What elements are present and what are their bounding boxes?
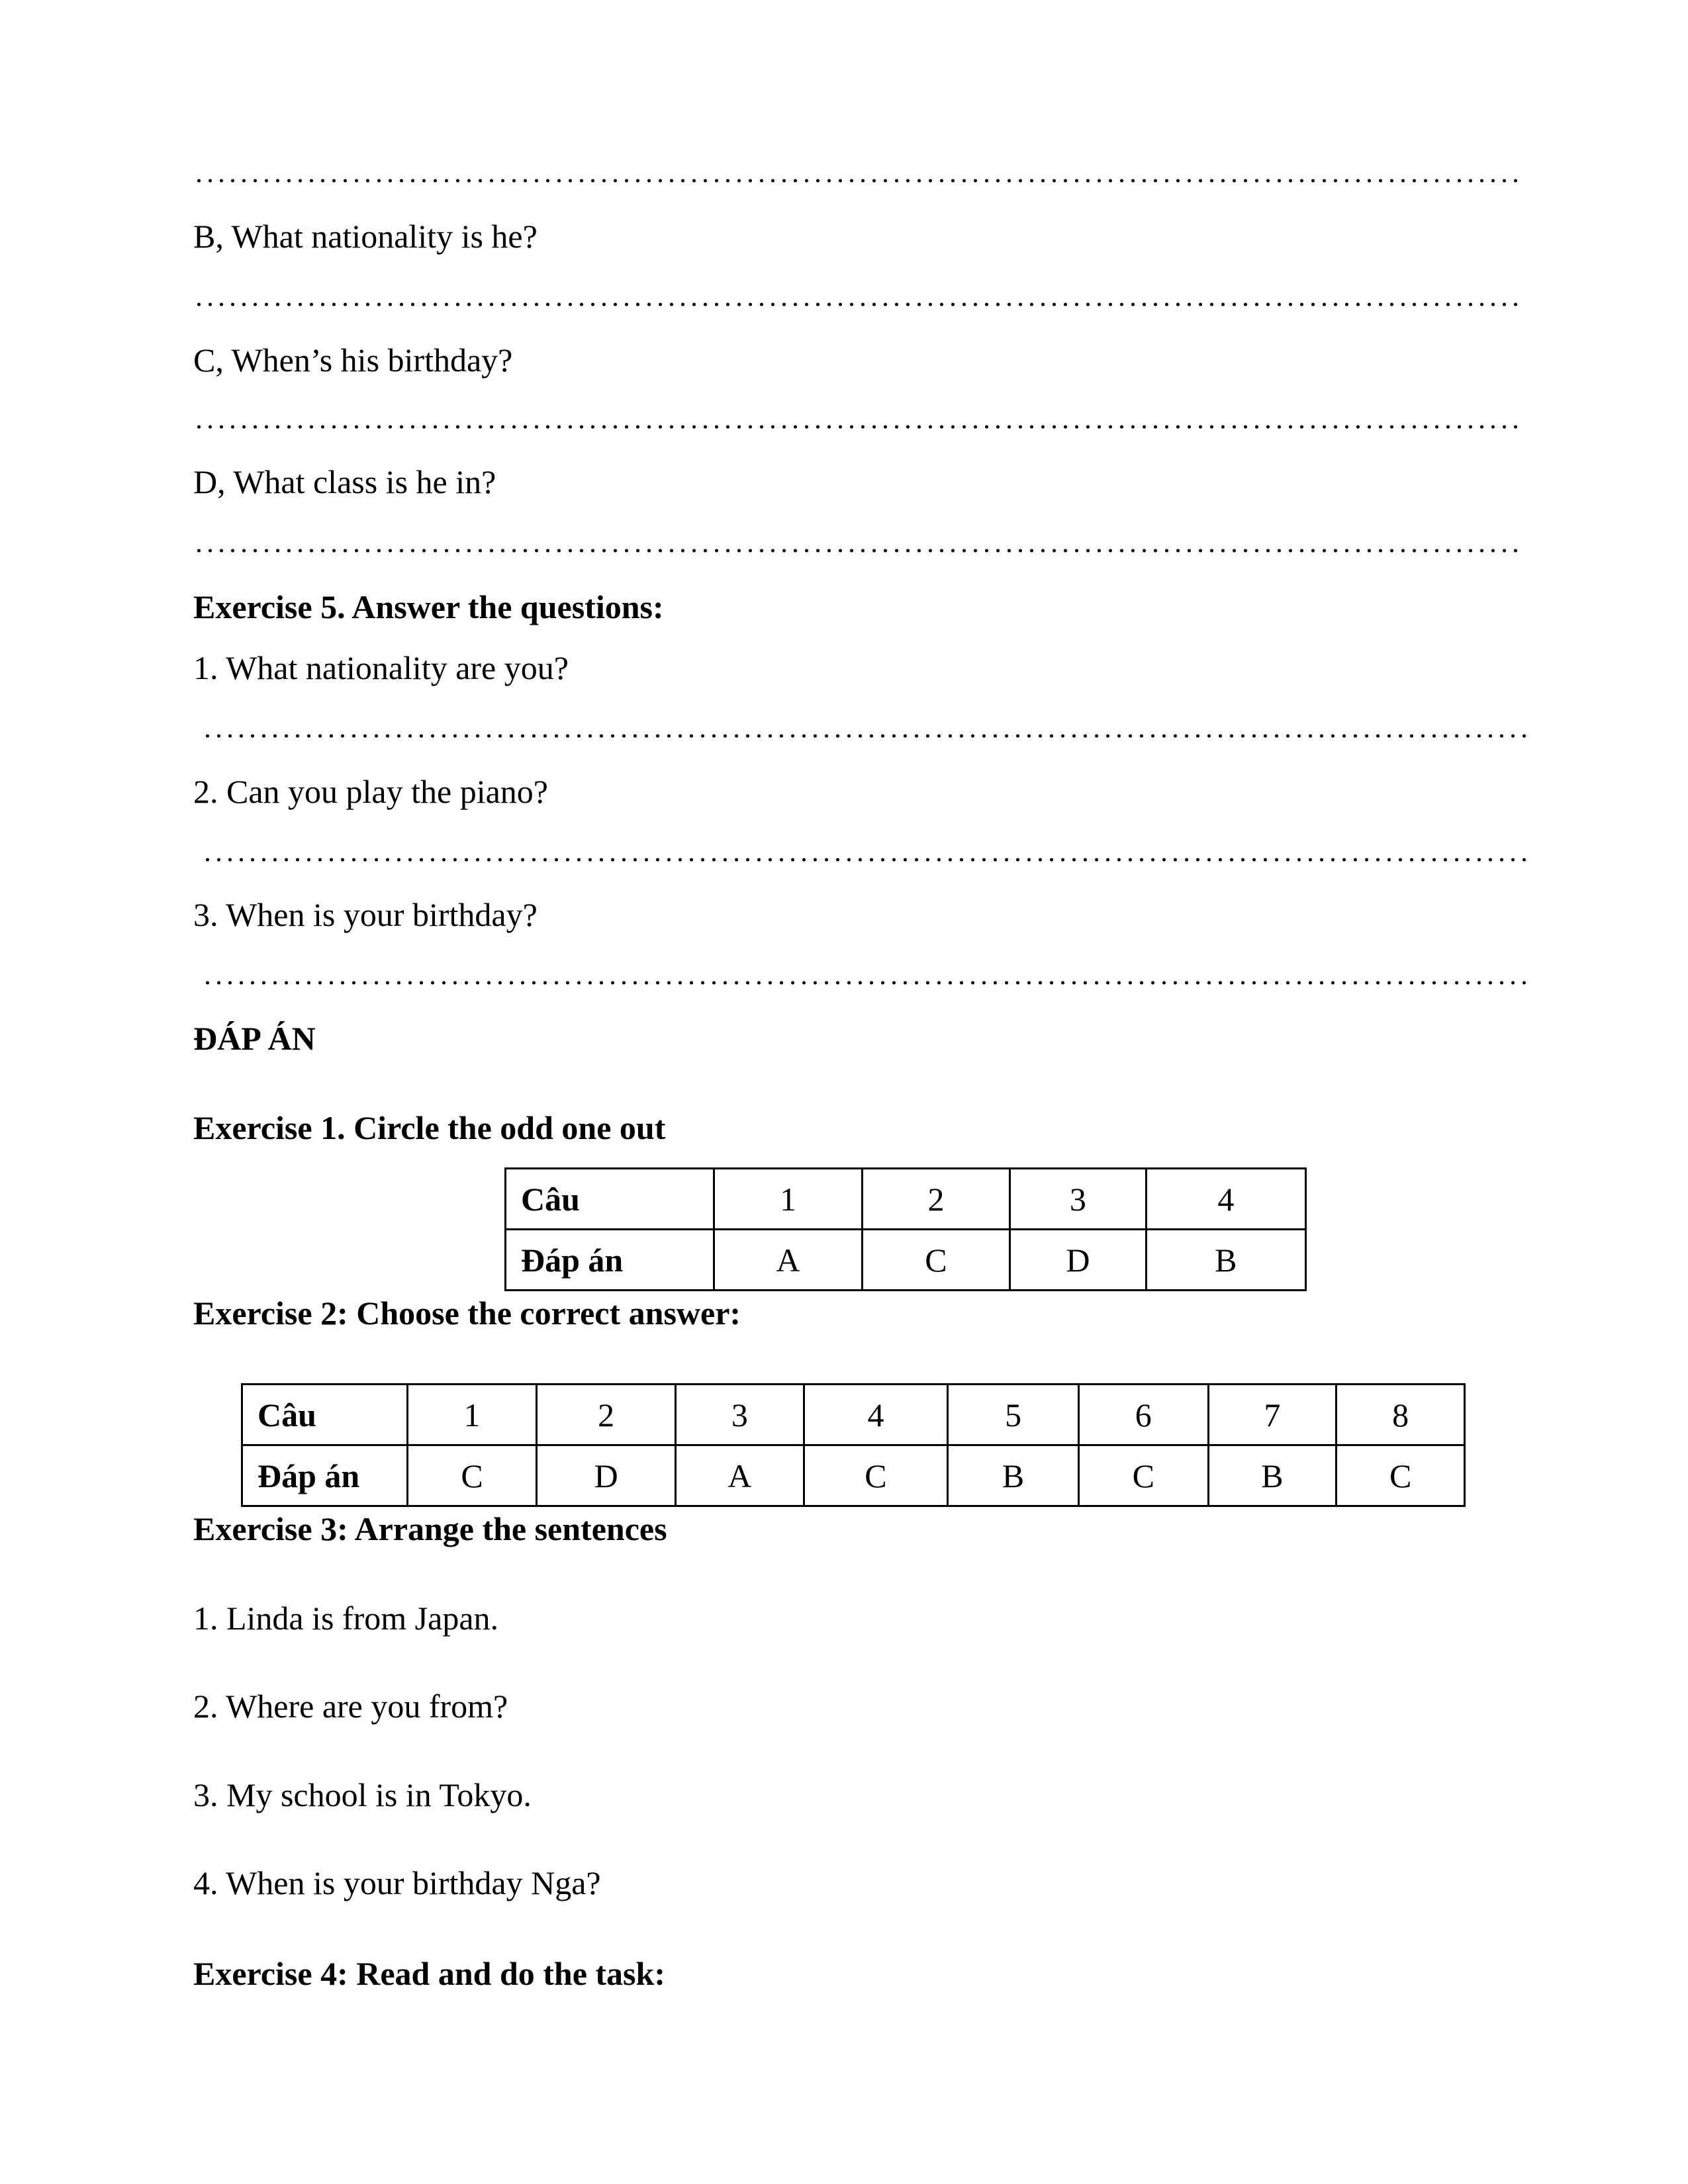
table-row [242, 1445, 1465, 1506]
answer-cell: C [407, 1445, 537, 1506]
answer-cell: D [1010, 1230, 1146, 1291]
exercise5-title: Exercise 5. Answer the questions: [193, 588, 664, 625]
question-number: 2 [537, 1385, 676, 1445]
answer-cell: A [714, 1230, 862, 1291]
answer-cell: B [1146, 1230, 1305, 1291]
answer-cell: B [948, 1445, 1079, 1506]
exercise2-answer-table [241, 1383, 1466, 1507]
question-number: 3 [1010, 1169, 1146, 1230]
answer-line[interactable] [193, 547, 1517, 554]
answer-line[interactable] [202, 733, 1526, 739]
answer-line[interactable] [202, 856, 1526, 863]
answer-cell: A [676, 1445, 804, 1506]
question-b: B, What nationality is he? [193, 218, 538, 255]
answer-line[interactable] [193, 177, 1517, 184]
table-row [242, 1385, 1465, 1445]
table-row [506, 1230, 1306, 1291]
row-label: Đáp án [506, 1230, 714, 1291]
exercise3-sentence-4: 4. When is your birthday Nga? [193, 1864, 601, 1901]
exercise4-title: Exercise 4: Read and do the task: [193, 1955, 665, 1992]
exercise2-title: Exercise 2: Choose the correct answer: [193, 1295, 741, 1332]
question-number: 8 [1336, 1385, 1465, 1445]
exercise5-question-1: 1. What nationality are you? [193, 649, 569, 686]
question-c: C, When’s his birthday? [193, 341, 513, 379]
question-number: 3 [676, 1385, 804, 1445]
exercise3-sentence-1: 1. Linda is from Japan. [193, 1600, 499, 1637]
exercise5-question-2: 2. Can you play the piano? [193, 773, 548, 810]
exercise1-answer-table [504, 1167, 1307, 1291]
answer-cell: D [537, 1445, 676, 1506]
exercise3-title: Exercise 3: Arrange the sentences [193, 1510, 667, 1547]
question-number: 6 [1078, 1385, 1208, 1445]
answer-cell: B [1208, 1445, 1336, 1506]
question-number: 2 [862, 1169, 1009, 1230]
question-number: 4 [804, 1385, 948, 1445]
answers-heading: ĐÁP ÁN [193, 1020, 316, 1057]
answer-cell: C [862, 1230, 1009, 1291]
row-label: Đáp án [242, 1445, 408, 1506]
exercise1-title: Exercise 1. Circle the odd one out [193, 1109, 666, 1146]
answer-line[interactable] [193, 424, 1517, 430]
question-number: 4 [1146, 1169, 1305, 1230]
question-d: D, What class is he in? [193, 463, 496, 500]
answer-line[interactable] [202, 979, 1526, 986]
answer-cell: C [804, 1445, 948, 1506]
row-label: Câu [506, 1169, 714, 1230]
question-number: 5 [948, 1385, 1079, 1445]
question-number: 1 [714, 1169, 862, 1230]
exercise3-sentence-2: 2. Where are you from? [193, 1688, 508, 1725]
question-number: 1 [407, 1385, 537, 1445]
answer-line[interactable] [193, 301, 1517, 308]
question-number: 7 [1208, 1385, 1336, 1445]
answer-cell: C [1078, 1445, 1208, 1506]
exercise3-sentence-3: 3. My school is in Tokyo. [193, 1776, 532, 1813]
answer-cell: C [1336, 1445, 1465, 1506]
table-row [506, 1169, 1306, 1230]
exercise5-question-3: 3. When is your birthday? [193, 896, 538, 933]
row-label: Câu [242, 1385, 408, 1445]
